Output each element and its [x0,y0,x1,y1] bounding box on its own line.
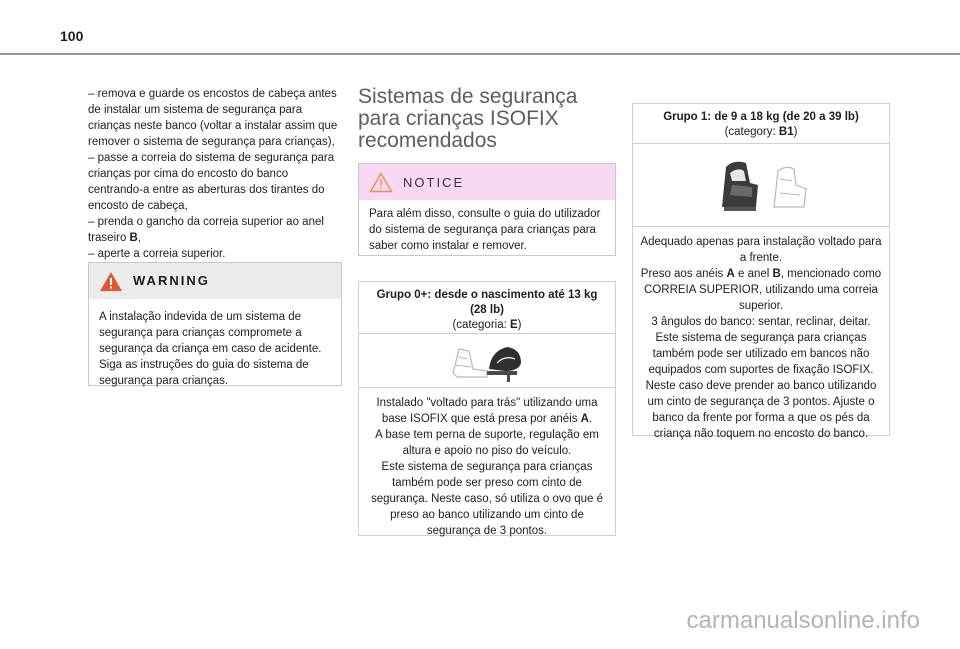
group0-image [359,334,615,388]
notice-box [358,163,616,256]
child-seat-icon [706,155,816,215]
warning-text: A instalação indevida de um sistema de segurança para crianças compromete a segurança da criança em caso de acidente. Siga as instruções do guia do sistema de segurança para crianças. [99,311,322,387]
group0-category: (categoria: E) [452,319,522,331]
group1-title: Grupo 1: de 9 a 18 kg (de 20 a 39 lb) [663,111,859,123]
group1-desc-d: Este sistema de segurança para crianças também pode ser utilizado em bancos não equipados com suportes de fixação ISOFIX. [648,332,874,376]
group1-card [632,103,890,440]
group0-desc-b: A base tem perna de suporte, regulação em altura e apoio no piso do veículo. [375,429,599,457]
group0-card [358,281,616,536]
group1-image [633,144,889,227]
group1-header [633,104,889,144]
group0-description [359,388,615,547]
infant-carrier-icon [447,339,527,383]
step-attach-hook: – prenda o gancho da correia superior ao anel traseiro B, [88,216,324,244]
site-watermark: carmanualsonline.info [686,607,920,634]
step-tighten-strap: – aperte a correia superior. [88,248,226,260]
notice-triangle-icon [369,172,393,198]
warning-triangle-icon [99,271,123,297]
warning-box [88,262,342,386]
warning-title: WARNING [133,273,210,288]
group0-desc-a: Instalado "voltado para trás" utilizando uma base ISOFIX que está presa por anéis A. [376,397,598,425]
group1-desc-b: Preso aos anéis A e anel B, mencionado como CORREIA SUPERIOR, utilizando uma correia superior. [640,268,882,312]
group0-title: Grupo 0+: desde o nascimento até 13 kg (28 lb) [376,289,598,316]
notice-header [359,164,615,200]
group1-category: (category: B1) [724,126,798,138]
warning-header [89,263,341,299]
group1-desc-e: Neste caso deve prender ao banco utilizando um cinto de segurança de 3 pontos. Ajuste o banco da frente por forma a que os pés da criança não toquem no encosto do banco. [645,380,877,440]
page-number: 100 [60,28,84,44]
group1-description [633,227,889,450]
installation-steps [88,86,342,262]
group0-desc-c: Este sistema de segurança para crianças também pode ser preso com cinto de segurança. Neste caso, só utiliza o ovo que é preso ao banco utilizando um cinto de segurança de 3 pontos. [370,461,604,537]
group0-header [359,282,615,334]
step-remove-headrests: – remova e guarde os encostos de cabeça antes de instalar um sistema de segurança para crianças neste banco (voltar a instalar assim que remover o sistema de segurança para crianças), [88,88,338,148]
notice-text: Para além disso, consulte o guia do utilizador do sistema de segurança para crianças para saber como instalar e remover. [369,208,601,252]
step-pass-strap: – passe a correia do sistema de segurança para crianças por cima do encosto do banco centrando-a entre as aberturas dos tirantes do encosto de cabeça, [88,152,335,212]
notice-title: NOTICE [403,175,465,190]
header-divider [0,53,960,55]
section-header [358,86,616,152]
section-title: Sistemas de segurança para crianças ISOFIX recomendados [358,85,578,152]
group1-desc-c: 3 ângulos do banco: sentar, reclinar, deitar. [651,316,871,328]
group1-desc-a: Adequado apenas para instalação voltado para a frente. [640,236,882,264]
